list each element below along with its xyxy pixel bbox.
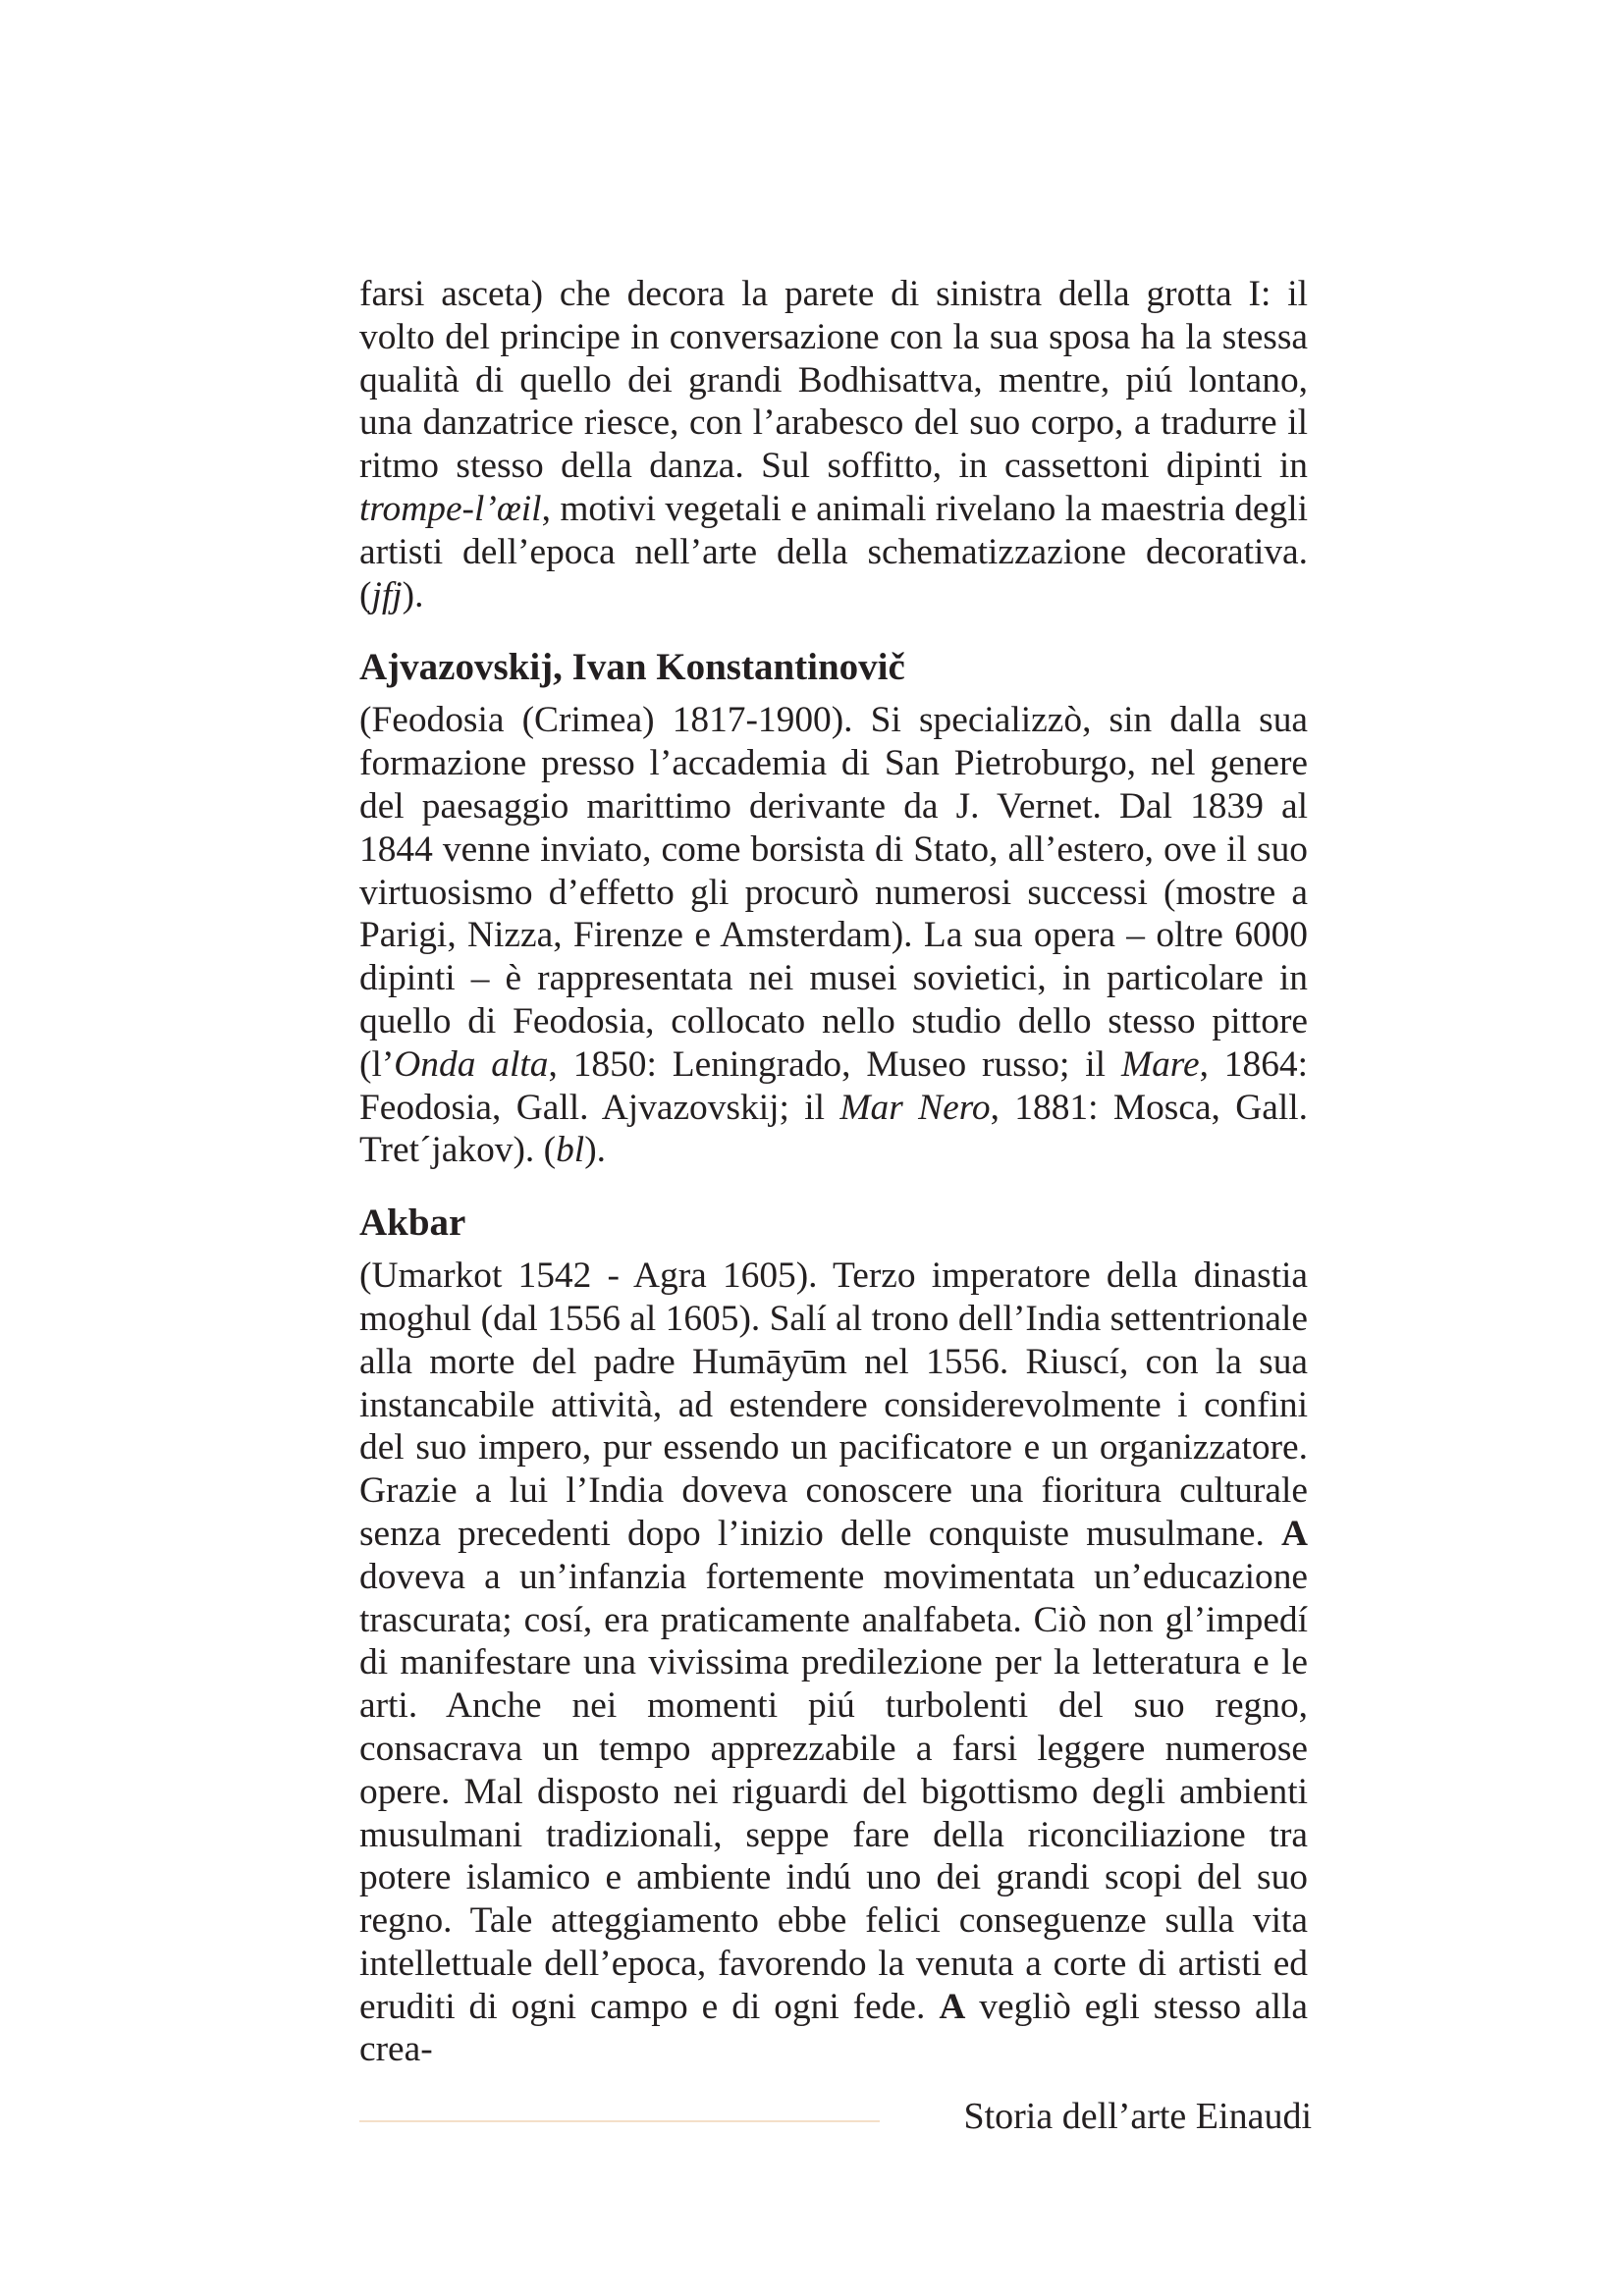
entry-heading-akbar: Akbar xyxy=(359,1201,466,1245)
footer-rule xyxy=(359,2120,880,2122)
akbar-text-3: vegliò egli stesso alla crea- xyxy=(359,1986,1308,2070)
footer-title: Storia dell’arte Einaudi xyxy=(963,2096,1312,2137)
entry-body-ajvazovskij xyxy=(359,699,1308,1172)
artwork-title: Onda alta xyxy=(394,1043,549,1085)
intro-author-initials: jfj xyxy=(371,574,403,615)
intro-paragraph xyxy=(359,273,1308,616)
entry-abbreviation: A xyxy=(1280,1513,1308,1554)
artwork-title: Mar Nero xyxy=(839,1087,991,1128)
ajvazovskij-text-5: ). xyxy=(584,1130,606,1171)
ajvazovskij-text-2: , 1850: Leningrado, Museo russo; il xyxy=(548,1043,1121,1085)
intro-italic-term: trompe-l’œil xyxy=(359,488,542,529)
page-footer xyxy=(359,2093,1312,2142)
intro-text-2: , motivi vegetali e animali rivelano la maestria degli artisti dell’epoca nell’arte della schematizzazione decorativa. ( xyxy=(359,488,1308,615)
akbar-text-1: (Umarkot 1542 - Agra 1605). Terzo imperatore della dinastia moghul (dal 1556 al 1605). Salí al trono dell’India settentrionale alla morte del padre Humāyūm nel 1556. Riuscí, con la sua instancabile attività, ad estendere considerevolmente i confini del suo impero, pur essendo un pacificatore e un organizzatore. Grazie a lui l’India doveva conoscere una fioritura culturale senza precedenti dopo l’inizio delle conquiste musulmane. xyxy=(359,1255,1308,1554)
page-text-column xyxy=(359,273,1308,2071)
entry-abbreviation: A xyxy=(939,1986,966,2027)
ajvazovskij-text-3: , 1864: Feodosia, Gall. Ajvazovskij; il xyxy=(359,1043,1308,1128)
intro-text-1: farsi asceta) che decora la parete di sinistra della grotta I: il volto del principe in conversazione con la sua sposa ha la stessa qualità di quello dei grandi Bodhisattva, mentre, piú lontano, una danzatrice riesce, con l’arabesco del suo corpo, a tradurre il ritmo stesso della danza. Sul soffitto, in cassettoni dipinti in xyxy=(359,274,1308,487)
entry-heading-ajvazovskij: Ajvazovskij, Ivan Konstantinovič xyxy=(359,646,905,689)
entry-body-akbar xyxy=(359,1255,1308,2071)
ajvazovskij-text-1: (Feodosia (Crimea) 1817-1900). Si specializzò, sin dalla sua formazione presso l’accademia di San Pietroburgo, nel genere del paesaggio marittimo derivante da J. Vernet. Dal 1839 al 1844 venne inviato, come borsista di Stato, all’estero, ove il suo virtuosismo d’effetto gli procurò numerosi successi (mostre a Parigi, Nizza, Firenze e Amsterdam). La sua opera – oltre 6000 dipinti – è rappresentata nei musei sovietici, in particolare in quello di Feodosia, collocato nello studio dello stesso pittore (l’ xyxy=(359,700,1308,1085)
author-initials: bl xyxy=(556,1130,585,1171)
ajvazovskij-text-4: , 1881: Mosca, Gall. Tret´jakov). ( xyxy=(359,1087,1308,1171)
intro-text-3: ). xyxy=(402,574,424,615)
akbar-text-2: doveva a un’infanzia fortemente movimentata un’educazione trascurata; cosí, era praticamente analfabeta. Ciò non gl’impedí di manifestare una vivissima predilezione per la letteratura e le arti. Anche nei momenti piú turbolenti del suo regno, consacrava un tempo apprezzabile a farsi leggere numerose opere. Mal disposto nei riguardi del bigottismo degli ambienti musulmani tradizionali, seppe fare della riconciliazione tra potere islamico e ambiente indú uno dei grandi scopi del suo regno. Tale atteggiamento ebbe felici conseguenze sulla vita intellettuale dell’epoca, favorendo la venuta a corte di artisti ed eruditi di ogni campo e di ogni fede. xyxy=(359,1556,1308,2027)
artwork-title: Mare xyxy=(1120,1043,1200,1085)
